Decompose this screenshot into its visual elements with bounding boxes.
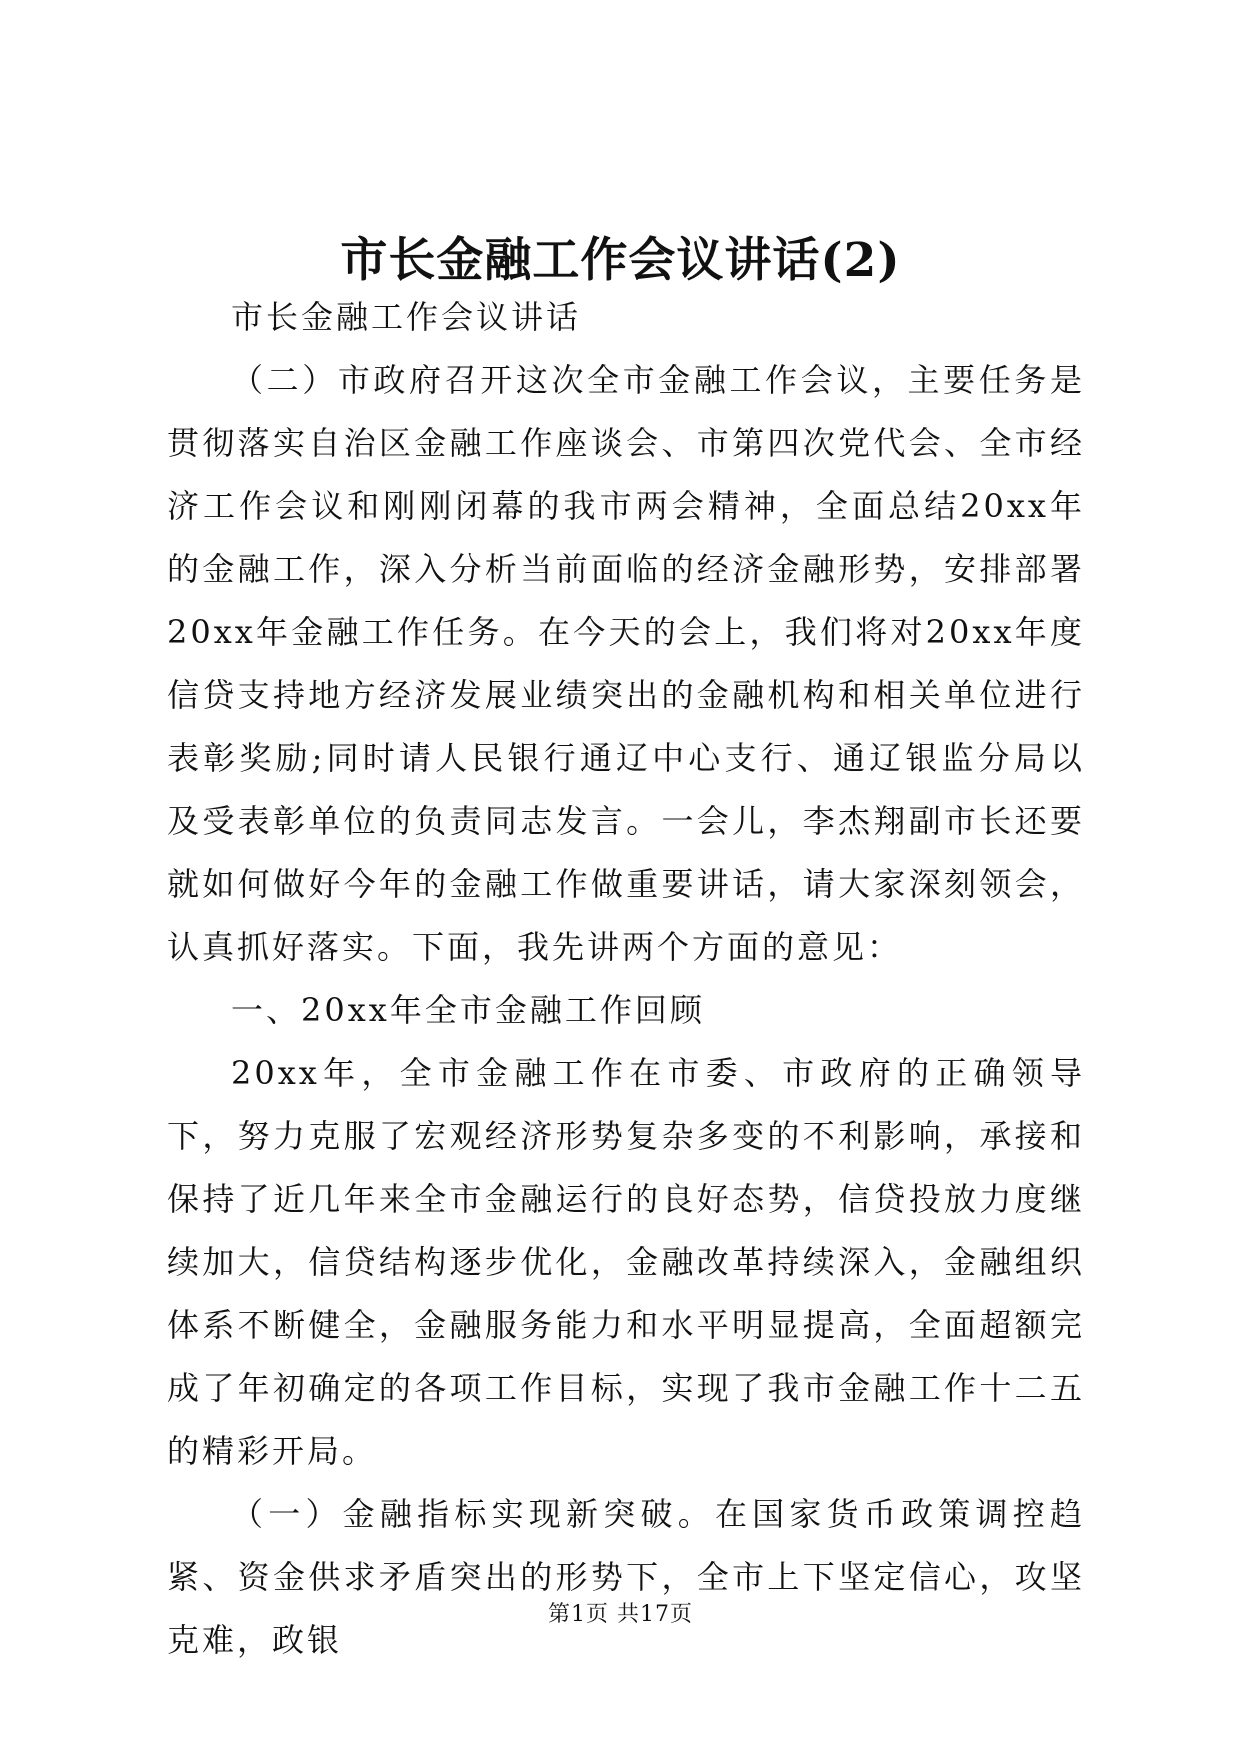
page-number: 第1页 共17页	[548, 1602, 693, 1627]
page-footer	[0, 1600, 1241, 1630]
document-body	[167, 286, 1085, 1672]
subsection-paragraph: （一）金融指标实现新突破。在国家货币政策调控趋紧、资金供求矛盾突出的形势下，全市上下坚定信心，攻坚克难，政银	[167, 1495, 1085, 1659]
section-heading: 一、20xx年全市金融工作回顾	[231, 991, 705, 1029]
intro-paragraph: （二）市政府召开这次全市金融工作会议，主要任务是贯彻落实自治区金融工作座谈会、市第四次党代会、全市经济工作会议和刚刚闭幕的我市两会精神，全面总结20xx年的金融工作，深入分析当前面临的经济金融形势，安排部署20xx年金融工作任务。在今天的会上，我们将对20xx年度信贷支持地方经济发展业绩突出的金融机构和相关单位进行表彰奖励;同时请人民银行通辽中心支行、通辽银监分局以及受表彰单位的负责同志发言。一会儿，李杰翔副市长还要就如何做好今年的金融工作做重要讲话，请大家深刻领会，认真抓好落实。下面，我先讲两个方面的意见：	[167, 361, 1085, 966]
subtitle-paragraph: 市长金融工作会议讲话	[231, 298, 582, 336]
review-paragraph: 20xx年，全市金融工作在市委、市政府的正确领导下，努力克服了宏观经济形势复杂多变的不利影响，承接和保持了近几年来全市金融运行的良好态势，信贷投放力度继续加大，信贷结构逐步优化，金融改革持续深入，金融组织体系不断健全，金融服务能力和水平明显提高，全面超额完成了年初确定的各项工作目标，实现了我市金融工作十二五的精彩开局。	[167, 1054, 1085, 1470]
document-title: 市长金融工作会议讲话(2)	[340, 233, 901, 289]
